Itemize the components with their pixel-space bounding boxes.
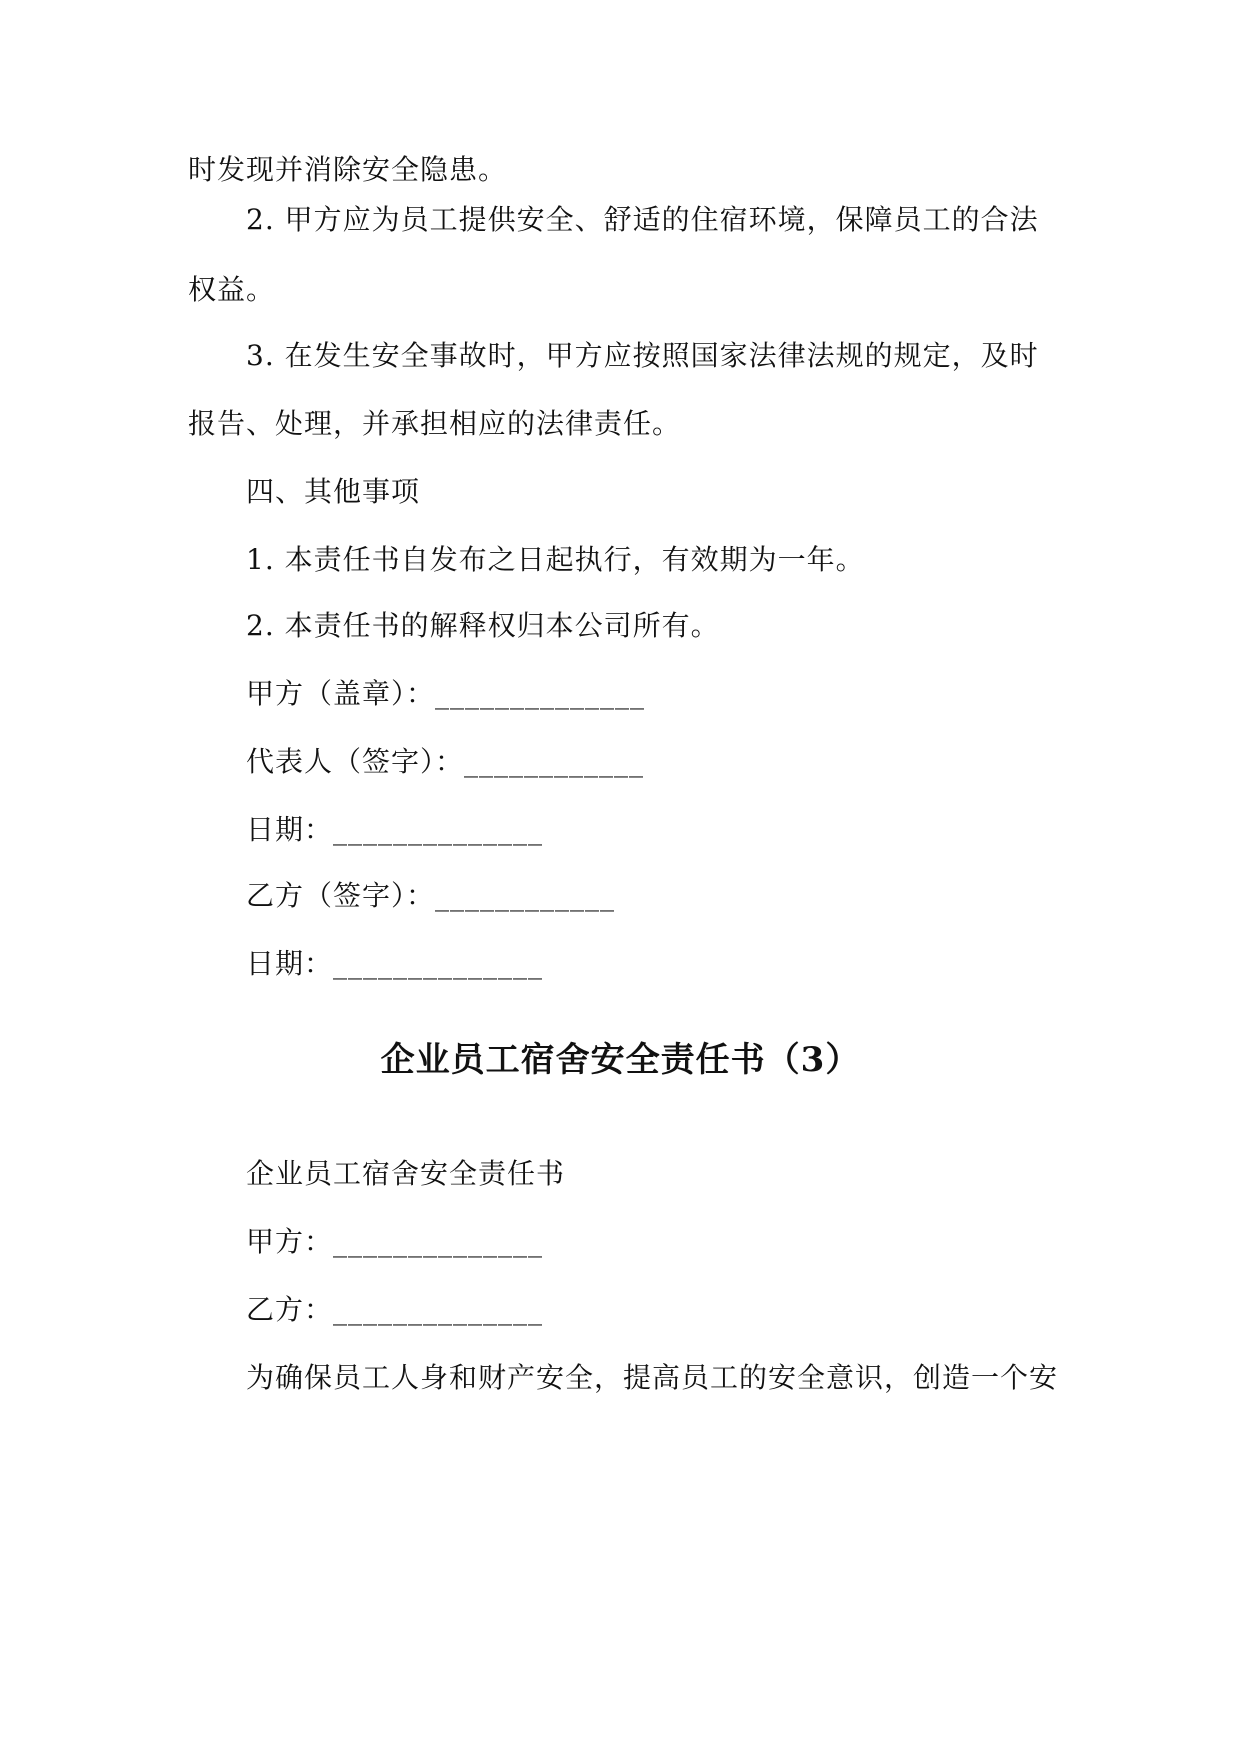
signature-field: 代表人（签字）：____________ xyxy=(246,745,645,778)
party-b-field: 乙方：______________ xyxy=(246,1293,544,1326)
paragraph-line: 报告、处理，并承担相应的法律责任。 xyxy=(188,407,682,440)
signature-field: 甲方（盖章）：______________ xyxy=(246,677,646,710)
document-subtitle: 企业员工宿舍安全责任书 xyxy=(246,1157,566,1190)
paragraph-line: 3. 在发生安全事故时，甲方应按照国家法律法规的规定，及时 xyxy=(246,339,1039,372)
section-heading: 四、其他事项 xyxy=(246,475,421,508)
signature-field: 乙方（签字）：____________ xyxy=(246,879,616,912)
paragraph-line: 权益。 xyxy=(188,273,276,306)
date-field: 日期：______________ xyxy=(246,947,544,980)
paragraph-line: 1. 本责任书自发布之日起执行，有效期为一年。 xyxy=(246,543,865,576)
paragraph-line: 时发现并消除安全隐患。 xyxy=(188,153,508,186)
paragraph-line: 2. 甲方应为员工提供安全、舒适的住宿环境，保障员工的合法 xyxy=(246,203,1039,236)
date-field: 日期：______________ xyxy=(246,813,544,846)
section-title: 企业员工宿舍安全责任书（3） xyxy=(380,1040,861,1080)
party-a-field: 甲方：______________ xyxy=(246,1225,544,1258)
paragraph-line: 为确保员工人身和财产安全，提高员工的安全意识，创造一个安 xyxy=(246,1361,1059,1394)
paragraph-line: 2. 本责任书的解释权归本公司所有。 xyxy=(246,609,720,642)
